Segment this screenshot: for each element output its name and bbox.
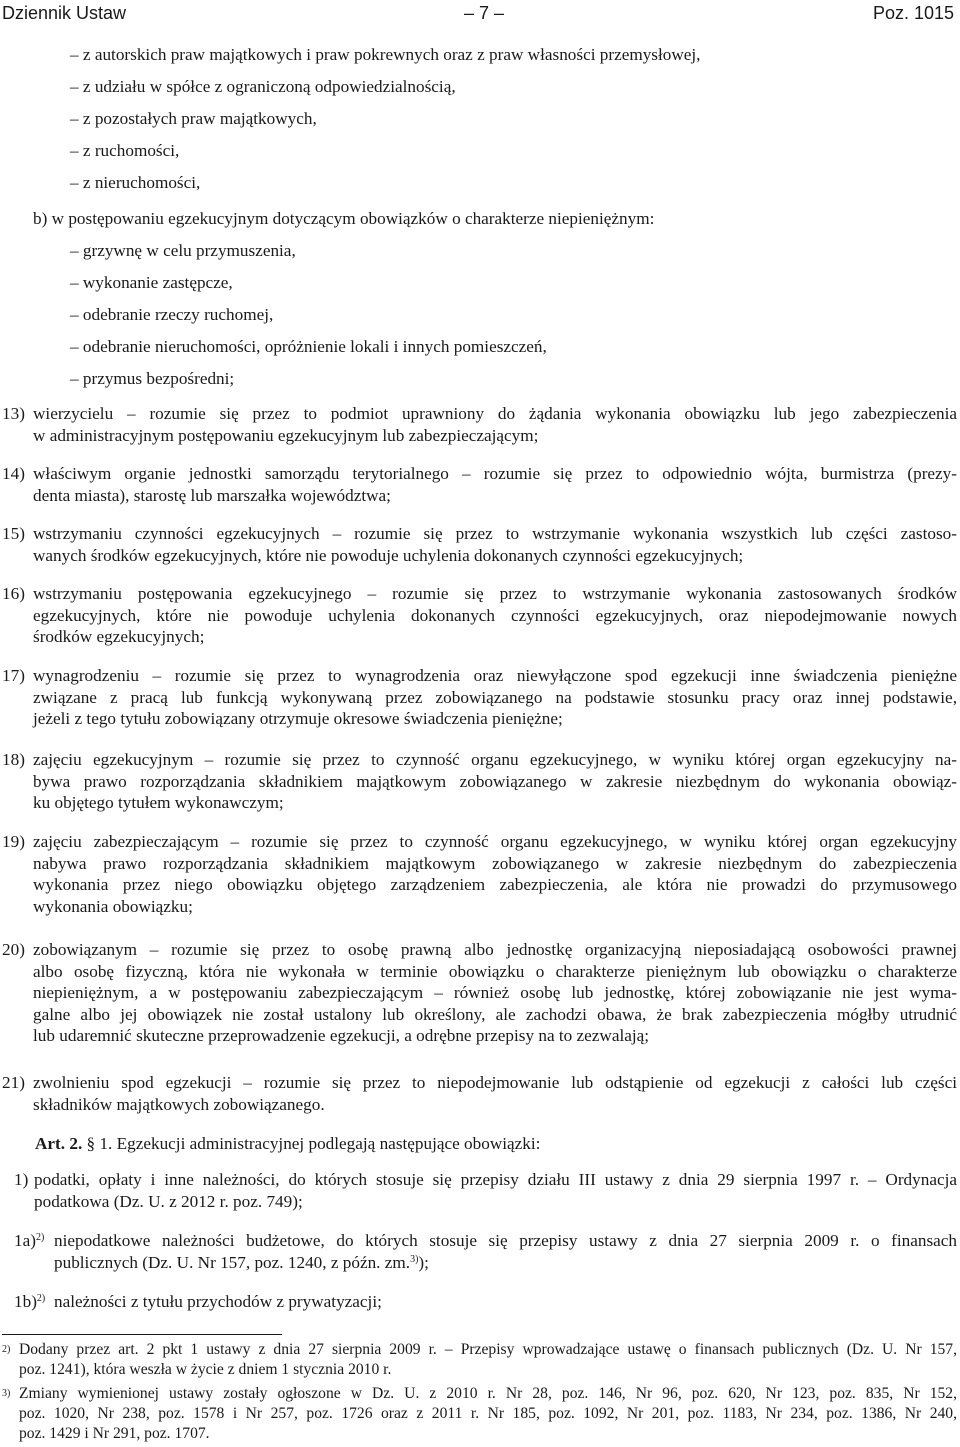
definition-number: 13) (2, 404, 25, 423)
list-item: – z pozostałych praw majątkowych, (70, 109, 317, 128)
definition-line: denta miasta), starostę lub marszałka województwa; (33, 485, 391, 505)
article-intro: § 1. Egzekucji administracyjnej podlegają następujące obowiązki: (86, 1134, 541, 1153)
definition-number: 16) (2, 584, 25, 603)
definition-line: wstrzymaniu czynności egzekucyjnych – rozumie się przez to wstrzymanie wykonania wszystkich lub części zastoso- (33, 524, 957, 543)
list-item: – z ruchomości, (70, 141, 180, 160)
footnote-line: poz. 1429 i Nr 291, poz. 1707. (19, 1425, 210, 1442)
definition-line: środków egzekucyjnych; (33, 627, 205, 646)
definition-number: 17) (2, 666, 25, 685)
definition-line: wynagrodzeniu – rozumie się przez to wynagrodzenia oraz niewyłączone spod egzekucji inne świadczenia pieniężne (33, 666, 957, 685)
definition-line: zajęciu zabezpieczającym – rozumie się przez to czynność organu egzekucyjnego, w wyniku której organ egzekucyjny (33, 832, 957, 851)
definition-line: galne albo jej obowiązek nie został ustalony lub określony, ale zachodzi obawa, że brak zabezpieczenia mógłby utrudnić (33, 1004, 957, 1024)
definition-line: egzekucyjnych, które nie powoduje uchylenia dokonanych czynności egzekucyjnych, oraz niepodejmowanie nowych (33, 605, 957, 625)
item-line: publicznych (Dz. U. Nr 157, poz. 1240, z późn. zm.$^{3)}$); (54, 1252, 429, 1272)
definition-line: zajęciu egzekucyjnym – rozumie się przez to czynność organu egzekucyjnego, w wyniku której organ egzekucyjny na- (33, 750, 957, 769)
footnote-ref[interactable]: 2) (35, 1232, 45, 1243)
item-number: 1b)$^{2)}$ (14, 1292, 46, 1311)
footnote-ref[interactable]: 3) (410, 1253, 419, 1265)
footnote-line: Dodany przez art. 2 pkt 1 ustawy z dnia 27 sierpnia 2009 r. – Przepisy wprowadzające ustawę o finansach publicznych (Dz. U. Nr 157, (19, 1341, 957, 1358)
definition-line: wykonania obowiązku; (33, 896, 193, 916)
definition-line: zobowiązanym – rozumie się przez to osobę prawną albo jednostkę organizacyjną nieposiadającą osobowości prawnej (33, 940, 957, 959)
definition-number: 14) (2, 464, 25, 483)
definition-line: bywa prawo rozporządzania składnikiem majątkowym zobowiązanego w zakresie niezbędnym do wykonania obowiąz- (33, 771, 957, 791)
journal-title: Dziennik Ustaw (2, 3, 127, 23)
footnote-mark: 2) (2, 1344, 11, 1355)
definition-line: wierzycielu – rozumie się przez to podmiot uprawniony do żądania wykonania obowiązku lub jego zabezpieczenia (33, 404, 957, 423)
definition-number: 20) (2, 940, 25, 959)
item-number: 1a)$^{2)}$ (14, 1231, 45, 1250)
definition-number: 18) (2, 750, 25, 769)
article-heading (35, 1133, 540, 1155)
list-item: – z udziału w spółce z ograniczoną odpowiedzialnością, (70, 77, 456, 96)
list-item: – z nieruchomości, (70, 173, 201, 192)
list-item: – przymus bezpośredni; (70, 369, 235, 388)
list-item: – odebranie nieruchomości, opróżnienie lokali i innych pomieszczeń, (70, 337, 547, 356)
item-line: niepodatkowe należności budżetowe, do których stosuje się przepisy ustawy z dnia 27 sierpnia 2009 r. o finansach (54, 1231, 957, 1250)
footnote-line: poz. 1241), która weszła w życie z dniem 1 stycznia 2010 r. (19, 1361, 392, 1378)
list-item: – odebranie rzeczy ruchomej, (70, 305, 274, 324)
definition-line: wanych środków egzekucyjnych, które nie powoduje uchylenia dokonanych czynności egzekucyjnych; (33, 545, 744, 565)
definition-number: 15) (2, 524, 25, 543)
article-label: Art. 2. (35, 1134, 83, 1153)
definition-line: wstrzymaniu postępowania egzekucyjnego – rozumie się przez to wstrzymanie wykonania zastosowanych środków (33, 584, 957, 603)
definition-number: 19) (2, 832, 25, 851)
definition-line: lub udaremnić skuteczne przeprowadzenie egzekucji, a odrębne przepisy na to zezwalają; (33, 1026, 650, 1045)
list-item: – z autorskich praw majątkowych i praw pokrewnych oraz z praw własności przemysłowej, (70, 45, 701, 64)
definition-number: 21) (2, 1073, 25, 1092)
definition-line: jeżeli z tego tytułu zobowiązany otrzymuje okresowe świadczenia pieniężne; (33, 709, 563, 728)
definition-line: ku objętego tytułem wykonawczym; (33, 793, 284, 812)
subpoint-b: b) w postępowaniu egzekucyjnym dotyczącym obowiązków o charakterze niepieniężnym: (33, 209, 655, 228)
definition-line: w administracyjnym postępowaniu egzekucyjnym lub zabezpieczającym; (33, 425, 539, 445)
footnote-line: Zmiany wymienionej ustawy zostały ogłoszone w Dz. U. z 2010 r. Nr 28, poz. 146, Nr 96, poz. 620, Nr 123, poz. 835, Nr 152, (19, 1385, 957, 1402)
definition-line: nabywa prawo rozporządzania składnikiem majątkowym zobowiązanego w zakresie niezbędnym do zabezpieczenia (33, 853, 957, 873)
definition-line: niepieniężnym, a w postępowaniu zabezpieczającym – również osobę lub jednostkę, której zobowiązanie nie jest wyma- (33, 983, 957, 1002)
item-line: podatkowa (Dz. U. z 2012 r. poz. 749); (34, 1191, 303, 1211)
position-number: Poz. 1015 (872, 3, 954, 23)
definition-line: właściwym organie jednostki samorządu terytorialnego – rozumie się przez to odpowiednio wójta, burmistrza (prezy- (33, 464, 957, 483)
footnote-line: poz. 1020, Nr 238, poz. 1578 i Nr 257, poz. 1726 oraz z 2011 r. Nr 185, poz. 1092, Nr 201, poz. 1183, Nr 234, poz. 1386, Nr 240, (19, 1405, 957, 1422)
page-number: – 7 – (464, 3, 505, 23)
list-item: – wykonanie zastępcze, (70, 273, 233, 292)
definition-line: zwolnieniu spod egzekucji – rozumie się przez to niepodejmowanie lub odstąpienie od egzekucji z całości lub części (33, 1073, 957, 1092)
definition-line: wykonania przez niego obowiązku objętego zarządzeniem zabezpieczenia, ale która nie prowadzi do przymusowego (33, 875, 957, 894)
definition-line: albo osobę fizyczną, która nie wykonała w terminie obowiązku o charakterze pieniężnym lub obowiązku o charakterze (33, 961, 957, 981)
definition-line: związane z pracą lub funkcją wykonywaną przez zobowiązanego na podstawie stosunku pracy oraz innej podstawie, (33, 687, 957, 707)
definition-line: składników majątkowych zobowiązanego. (33, 1094, 325, 1114)
list-item: – grzywnę w celu przymuszenia, (70, 241, 296, 260)
footnote-mark: 3) (2, 1388, 11, 1399)
footnote-divider (2, 1334, 282, 1335)
item-line: należności z tytułu przychodów z prywatyzacji; (54, 1292, 382, 1311)
item-line: podatki, opłaty i inne należności, do których stosuje się przepisy działu III ustawy z dnia 29 sierpnia 1997 r. – Ordynacja (34, 1170, 957, 1189)
page-header (0, 0, 960, 30)
footnote-ref[interactable]: 2) (36, 1293, 46, 1304)
item-number: 1) (14, 1170, 29, 1189)
